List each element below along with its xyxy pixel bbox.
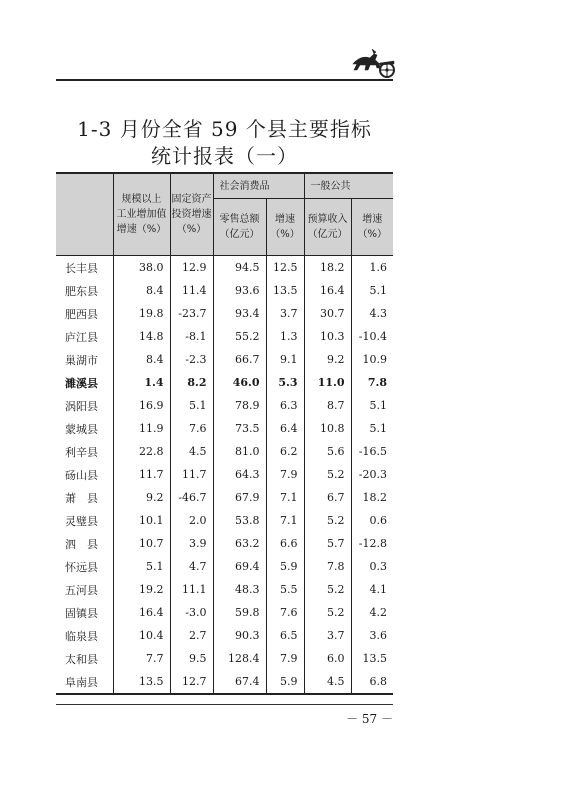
table-cell: 19.2 bbox=[113, 578, 170, 601]
table-cell: 7.8 bbox=[304, 555, 351, 578]
table-cell: 5.1 bbox=[351, 394, 393, 417]
table-cell: 5.1 bbox=[170, 394, 213, 417]
table-row bbox=[56, 509, 393, 532]
table-cell: 10.7 bbox=[113, 532, 170, 555]
table-cell: 18.2 bbox=[351, 486, 393, 509]
table-cell: 3.9 bbox=[170, 532, 213, 555]
header-corner bbox=[56, 173, 113, 256]
county-name: 萧 县 bbox=[65, 491, 98, 505]
table-cell: 63.2 bbox=[213, 532, 266, 555]
table-cell: 5.7 bbox=[304, 532, 351, 555]
table-cell: 1.3 bbox=[266, 325, 304, 348]
table-cell: 18.2 bbox=[304, 256, 351, 280]
table-cell: 64.3 bbox=[213, 463, 266, 486]
table-cell: 10.9 bbox=[351, 348, 393, 371]
footer-rule bbox=[56, 704, 393, 705]
table-cell: 8.2 bbox=[170, 371, 213, 394]
header-budget-growth: 增速 （%） bbox=[351, 199, 393, 256]
table-cell: 7.7 bbox=[113, 647, 170, 670]
table-row bbox=[56, 371, 393, 394]
table-cell: 4.5 bbox=[170, 440, 213, 463]
table-cell: 3.6 bbox=[351, 624, 393, 647]
table-cell: 6.3 bbox=[266, 394, 304, 417]
table-cell: 12.5 bbox=[266, 256, 304, 280]
table-row bbox=[56, 555, 393, 578]
table-cell: 11.4 bbox=[170, 279, 213, 302]
table-cell: 48.3 bbox=[213, 578, 266, 601]
horse-carriage-logo-icon bbox=[350, 46, 396, 80]
table-cell: 5.1 bbox=[351, 417, 393, 440]
table-cell: 73.5 bbox=[213, 417, 266, 440]
table-cell: -10.4 bbox=[351, 325, 393, 348]
header-rule bbox=[56, 79, 393, 81]
table-cell: -2.3 bbox=[170, 348, 213, 371]
table-row bbox=[56, 348, 393, 371]
table-cell: 11.1 bbox=[170, 578, 213, 601]
table-cell: 66.7 bbox=[213, 348, 266, 371]
county-name: 肥东县 bbox=[65, 284, 98, 298]
table-cell: 6.0 bbox=[304, 647, 351, 670]
table-cell: 12.9 bbox=[170, 256, 213, 280]
county-name: 泗 县 bbox=[65, 537, 98, 551]
table-cell: 2.0 bbox=[170, 509, 213, 532]
table-cell: 1.4 bbox=[113, 371, 170, 394]
table-cell: 13.5 bbox=[266, 279, 304, 302]
table-cell: 9.2 bbox=[304, 348, 351, 371]
table-cell: 30.7 bbox=[304, 302, 351, 325]
header-retail-sales: 零售总额 （亿元） bbox=[213, 199, 266, 256]
county-name: 临泉县 bbox=[65, 629, 98, 643]
table-row bbox=[56, 394, 393, 417]
table-cell: 55.2 bbox=[213, 325, 266, 348]
table-row bbox=[56, 440, 393, 463]
table-cell: 10.8 bbox=[304, 417, 351, 440]
county-name: 砀山县 bbox=[65, 468, 98, 482]
table-cell: 5.1 bbox=[351, 279, 393, 302]
table-row bbox=[56, 670, 393, 694]
table-row bbox=[56, 302, 393, 325]
table-cell: 46.0 bbox=[213, 371, 266, 394]
table-cell: 1.6 bbox=[351, 256, 393, 280]
table-cell: 5.9 bbox=[266, 670, 304, 694]
table-cell: 10.1 bbox=[113, 509, 170, 532]
county-name: 濉溪县 bbox=[65, 376, 98, 390]
table-cell: 6.8 bbox=[351, 670, 393, 694]
page-number: － 57 － bbox=[346, 712, 393, 726]
table-cell: 12.7 bbox=[170, 670, 213, 694]
county-name: 涡阳县 bbox=[65, 399, 98, 413]
table-cell: 0.3 bbox=[351, 555, 393, 578]
table-cell: 7.6 bbox=[170, 417, 213, 440]
table-cell: 11.0 bbox=[304, 371, 351, 394]
table-cell: 9.2 bbox=[113, 486, 170, 509]
table-cell: 19.8 bbox=[113, 302, 170, 325]
table-cell: 9.1 bbox=[266, 348, 304, 371]
table-cell: 5.5 bbox=[266, 578, 304, 601]
table-cell: -8.1 bbox=[170, 325, 213, 348]
table-cell: 53.8 bbox=[213, 509, 266, 532]
table-cell: 8.4 bbox=[113, 279, 170, 302]
table-cell: 13.5 bbox=[351, 647, 393, 670]
table-cell: 6.2 bbox=[266, 440, 304, 463]
county-name: 长丰县 bbox=[65, 261, 98, 275]
report-title-line1: 1-3 月份全省 59 个县主要指标 bbox=[77, 117, 372, 141]
table-cell: 4.5 bbox=[304, 670, 351, 694]
table-cell: 67.4 bbox=[213, 670, 266, 694]
table-cell: 7.9 bbox=[266, 647, 304, 670]
table-cell: -46.7 bbox=[170, 486, 213, 509]
table-cell: 14.8 bbox=[113, 325, 170, 348]
header-retail-growth: 增速 （%） bbox=[266, 199, 304, 256]
table-cell: 93.6 bbox=[213, 279, 266, 302]
county-name: 蒙城县 bbox=[65, 422, 98, 436]
table-cell: 81.0 bbox=[213, 440, 266, 463]
table-cell: 7.1 bbox=[266, 486, 304, 509]
table-cell: 67.9 bbox=[213, 486, 266, 509]
county-name: 太和县 bbox=[65, 652, 98, 666]
table-cell: 6.7 bbox=[304, 486, 351, 509]
table-cell: -12.8 bbox=[351, 532, 393, 555]
header-retail-sales-group: 社会消费品 bbox=[213, 173, 304, 199]
header-industrial-growth: 规模以上 工业增加值 增速（%） bbox=[113, 173, 170, 256]
table-cell: 7.1 bbox=[266, 509, 304, 532]
table-cell: 6.6 bbox=[266, 532, 304, 555]
header-budget-revenue: 预算收入 （亿元） bbox=[304, 199, 351, 256]
table-row bbox=[56, 601, 393, 624]
table-cell: 69.4 bbox=[213, 555, 266, 578]
table-row bbox=[56, 486, 393, 509]
table-cell: -20.3 bbox=[351, 463, 393, 486]
table-cell: 2.7 bbox=[170, 624, 213, 647]
header-budget-revenue-group: 一般公共 bbox=[304, 173, 393, 199]
table-cell: 5.2 bbox=[304, 601, 351, 624]
table-cell: 5.1 bbox=[113, 555, 170, 578]
table-cell: 8.7 bbox=[304, 394, 351, 417]
table-cell: 3.7 bbox=[266, 302, 304, 325]
table-cell: 5.2 bbox=[304, 463, 351, 486]
table-cell: 5.2 bbox=[304, 509, 351, 532]
table-row bbox=[56, 463, 393, 486]
table-cell: 6.4 bbox=[266, 417, 304, 440]
table-cell: 5.6 bbox=[304, 440, 351, 463]
county-name: 阜南县 bbox=[65, 675, 98, 689]
county-name: 利辛县 bbox=[65, 445, 98, 459]
table-row bbox=[56, 624, 393, 647]
table-row bbox=[56, 578, 393, 601]
table-cell: 9.5 bbox=[170, 647, 213, 670]
table-cell: 13.5 bbox=[113, 670, 170, 694]
table-cell: 4.7 bbox=[170, 555, 213, 578]
table-cell: 16.4 bbox=[304, 279, 351, 302]
table-cell: 4.3 bbox=[351, 302, 393, 325]
table-cell: 59.8 bbox=[213, 601, 266, 624]
table-cell: 93.4 bbox=[213, 302, 266, 325]
header-fixed-asset-growth: 固定资产 投资增速 （%） bbox=[170, 173, 213, 256]
table-cell: 5.9 bbox=[266, 555, 304, 578]
table-cell: 94.5 bbox=[213, 256, 266, 280]
county-name: 怀远县 bbox=[65, 560, 98, 574]
county-name: 肥西县 bbox=[65, 307, 98, 321]
table-cell: 7.9 bbox=[266, 463, 304, 486]
table-cell: 10.4 bbox=[113, 624, 170, 647]
table-cell: 78.9 bbox=[213, 394, 266, 417]
county-indicators-table bbox=[56, 172, 393, 695]
table-cell: 8.4 bbox=[113, 348, 170, 371]
report-title-line2: 统计报表（一） bbox=[151, 144, 298, 168]
table-cell: 4.2 bbox=[351, 601, 393, 624]
table-row bbox=[56, 279, 393, 302]
table-cell: 11.7 bbox=[170, 463, 213, 486]
table-row bbox=[56, 325, 393, 348]
table-cell: 90.3 bbox=[213, 624, 266, 647]
table-cell: 3.7 bbox=[304, 624, 351, 647]
table-cell: -23.7 bbox=[170, 302, 213, 325]
table-cell: -3.0 bbox=[170, 601, 213, 624]
table-cell: 7.8 bbox=[351, 371, 393, 394]
table-cell: 0.6 bbox=[351, 509, 393, 532]
table-row bbox=[56, 647, 393, 670]
table-row bbox=[56, 417, 393, 440]
county-name: 五河县 bbox=[65, 583, 98, 597]
table-row bbox=[56, 532, 393, 555]
table-cell: 5.3 bbox=[266, 371, 304, 394]
county-name: 灵璧县 bbox=[65, 514, 98, 528]
table-cell: 11.7 bbox=[113, 463, 170, 486]
table-cell: 5.2 bbox=[304, 578, 351, 601]
county-name: 庐江县 bbox=[65, 330, 98, 344]
table-cell: -16.5 bbox=[351, 440, 393, 463]
table-cell: 38.0 bbox=[113, 256, 170, 280]
county-name: 固镇县 bbox=[65, 606, 98, 620]
table-cell: 22.8 bbox=[113, 440, 170, 463]
table-cell: 128.4 bbox=[213, 647, 266, 670]
table-cell: 11.9 bbox=[113, 417, 170, 440]
table-cell: 10.3 bbox=[304, 325, 351, 348]
table-row bbox=[56, 256, 393, 280]
county-name: 巢湖市 bbox=[65, 353, 98, 367]
table-cell: 16.4 bbox=[113, 601, 170, 624]
table-cell: 4.1 bbox=[351, 578, 393, 601]
table-cell: 6.5 bbox=[266, 624, 304, 647]
table-cell: 16.9 bbox=[113, 394, 170, 417]
table-cell: 7.6 bbox=[266, 601, 304, 624]
